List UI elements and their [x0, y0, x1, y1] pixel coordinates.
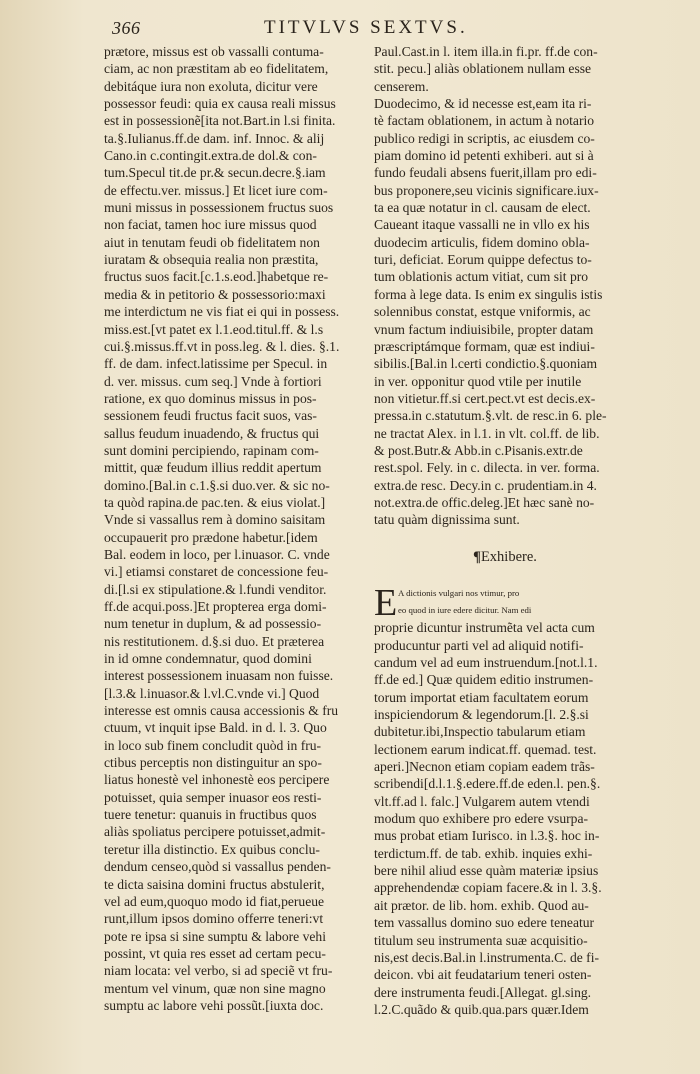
text-line: non faciat, tamen hoc iure missus quod — [104, 217, 317, 233]
text-line: A dictionis vulgari nos vtimur, pro — [398, 587, 520, 598]
text-line: occupauerit pro prædone habetur.[idem — [104, 529, 318, 545]
text-line: mus probat etiam Iurisco. in l.3.§. hoc in- — [374, 828, 600, 844]
text-line: ff.de acqui.poss.]Et propterea erga domi- — [104, 599, 327, 614]
text-line: ait prætor. de lib. hom. exhib. Quod au- — [374, 897, 589, 913]
text-line: domino.[Bal.in c.1.§.si duo.ver. & sic no- — [104, 477, 330, 493]
text-line: scribendi[d.l.1.§.edere.ff.de eden.l. pen.§. — [374, 776, 601, 792]
text-line: l.2.C.quãdo & quib.qua.pars quær.Idem — [374, 1001, 589, 1017]
text-line: interest possessionem inuasam non fuisse. — [104, 668, 334, 684]
text-line: candum vel ad eum instruendum.[not.l.1. — [374, 655, 598, 670]
text-line: fundo feudali absens fuerit,illam pro edi- — [374, 165, 597, 181]
text-line: Vnde si vassallus rem à domino saisitam — [104, 512, 326, 528]
text-line: proprie dicuntur instrumẽta vel acta cum — [374, 620, 595, 636]
text-line: possessor feudi: quia ex causa reali missus — [104, 96, 336, 112]
text-line: nis,est decis.Bal.in l.instrumenta.C. de fi- — [374, 949, 600, 965]
text-line: piam domino id petenti exhiberi. aut si à — [374, 148, 594, 164]
text-line: & post.Butr.& Abb.in c.Pisanis.extr.de — [374, 442, 583, 458]
text-line: ne tractat Alex. in l.1. in vlt. col.ff. de lib. — [374, 425, 600, 441]
text-line: extra.de resc. Decy.in c. prudentiam.in 4. — [374, 477, 597, 493]
text-line: cui.§.missus.ff.vt in poss.leg. & l. dies. §.1. — [104, 338, 340, 354]
text-line: inspiciendorum & legendorum.[l. 2.§.si — [374, 707, 589, 723]
text-line: media & in petitorio & possessorio:maxi — [104, 286, 326, 302]
text-line: tuere tenetur: quanuis in fructibus quos — [104, 807, 317, 823]
text-line: ta.§.Iulianus.ff.de dam. inf. Innoc. & alij — [104, 130, 325, 146]
text-line: tem vassallus domino suo edere teneatur — [374, 915, 595, 931]
text-line: fructus suos facit.[c.1.s.eod.]habetque re- — [104, 269, 329, 285]
text-line: publico redigi in scriptis, ac eiusdem co- — [374, 130, 595, 146]
text-line: bus proponere,seu vicinis significare.iux- — [374, 182, 599, 198]
text-line: debitáque iura non exoluta, dicitur vere — [104, 78, 318, 94]
text-line: teretur illa distinctio. Ex quibus conclu- — [104, 841, 320, 857]
text-line: sallus feudum inuadendo, & fructus qui — [104, 425, 320, 441]
section-heading-text: Exhibere. — [480, 548, 537, 565]
text-line: vnum factum indiuisibile, propter datam — [374, 321, 594, 337]
text-line: pote re ipsa si sine sumptu & labore vehi — [104, 928, 326, 944]
text-line: runt,illum ipsos domino offerre teneri:vt — [104, 911, 324, 927]
text-line: not.extra.de offic.deleg.]Et hæc sanè no- — [374, 494, 595, 510]
text-line: rest.spol. Fely. in c. dilecta. in ver. forma. — [374, 460, 600, 476]
text-line: di.[l.si ex stipulatione.& l.fundi venditor. — [104, 581, 327, 597]
pilcrow-icon: ¶ — [473, 548, 481, 565]
text-line: ta ea quæ notatur in cl. causam de elect. — [374, 200, 591, 216]
text-line: deicon. vbi ait feudatarium teneri osten- — [374, 967, 592, 983]
text-line: in id omne condemnatur, quod domini — [104, 651, 312, 667]
text-line: ff.de ed.] Quæ quidem editio instrumen- — [374, 672, 594, 688]
text-line: ff. de dam. infect.latissime per Specul. in — [104, 356, 328, 372]
text-line: nis restitutionem. d.§.si duo. Et præterea — [104, 633, 325, 649]
text-line: liatus honestè vel inhonestè eos percipere — [104, 772, 330, 788]
text-line: aliàs spoliatus percipere potuisset,admit- — [104, 824, 326, 840]
text-line: bere nihil aliud esse quàm materiæ ipsius — [374, 863, 599, 879]
text-line: Paul.Cast.in l. item illa.in fi.pr. ff.de con- — [374, 44, 598, 59]
text-line: censerem. — [374, 78, 429, 94]
text-line: vlt.ff.ad l. falc.] Vulgarem autem vtendi — [374, 793, 590, 809]
text-line: dubitetur.ibi,Inspectio tabularum etiam — [374, 724, 586, 740]
text-line: me interdictum ne vis fiat ei qui in possess. — [104, 304, 340, 320]
text-line: Duodecimo, & id necesse est,eam ita ri- — [374, 96, 592, 112]
text-line: Cano.in c.contingit.extra.de dol.& con- — [104, 148, 317, 164]
text-line: num tenetur in duplum, & ad possessio- — [104, 616, 322, 632]
text-line: tum.Specul tit.de pr.& secun.decre.§.iam — [104, 165, 326, 181]
text-line: sumptu ac labore vehi possũt.[iuxta doc. — [104, 997, 324, 1013]
text-line: Caueant itaque vassalli ne in vllo ex his — [374, 217, 590, 233]
text-line: vi.] etiamsi constaret de concessione feu- — [104, 564, 329, 580]
section-heading — [374, 529, 636, 585]
right-column-top-text — [374, 43, 636, 529]
text-line: lectionem earum indicat.ff. quemad. test. — [374, 741, 597, 757]
left-text-column — [104, 43, 366, 1014]
text-line: d. ver. missus. cum seq.] Vnde à fortiori — [104, 373, 322, 389]
text-line: modum quo exhibere pro edere vsurpa- — [374, 811, 589, 827]
text-line: iuratam & obsequia realia non præstita, — [104, 252, 319, 268]
text-line: aiut in tenutam feudi ob fidelitatem non — [104, 234, 320, 250]
page-header — [104, 16, 634, 42]
text-line: producuntur parti vel ad aliquid notifi- — [374, 637, 584, 653]
right-text-column — [374, 43, 636, 1018]
right-column-bottom-text — [374, 619, 636, 1018]
text-line: eo quod in iure edere dicitur. Nam edi — [398, 604, 532, 615]
running-title: TITVLVS SEXTVS. — [264, 17, 468, 38]
text-line: pressa.in c.statutum.§.vlt. de resc.in 6. ple- — [374, 408, 607, 424]
text-line: aperi.]Necnon etiam copiam eadem trãs- — [374, 759, 595, 775]
text-line: dere instrumenta feudi.[Allegat. gl.sing. — [374, 984, 592, 1000]
text-line: stit. pecu.] aliàs oblationem nullam esse — [374, 61, 592, 77]
initial-paragraph — [374, 581, 636, 624]
text-line: sibilis.[Bal.in l.certi condictio.§.quoniam — [374, 356, 598, 372]
text-line: possint, vt quia res esset ad certam pecu- — [104, 945, 326, 961]
text-line: titulum seu instrumenta suæ acquisitio- — [374, 932, 588, 948]
text-line: Bal. eodem in loco, per l.inuasor. C. vnde — [104, 546, 330, 562]
text-line: ratione, ex quo dominus missus in pos- — [104, 390, 317, 406]
text-line: in loco sub finem concludit quòd in fru- — [104, 737, 322, 753]
text-line: ciam, ac non præstitam ab eo fidelitatem, — [104, 61, 329, 77]
text-line: niam locata: vel verbo, si ad speciẽ vt fru- — [104, 963, 333, 979]
text-line: vel ad eum,quoquo modo id fiat,perueue — [104, 893, 325, 909]
text-line: interesse est omnis causa accessionis & fru — [104, 703, 339, 719]
text-line: mentum vel vinum, quæ non sine magno — [104, 980, 326, 996]
text-line: solennibus constat, estque vniformis, ac — [374, 304, 591, 320]
text-line: tè factam oblationem, in actum à notario — [374, 113, 595, 129]
text-line: ctibus perceptis non distinguitur an spo- — [104, 755, 322, 771]
text-line: sunt domini percipiendo, rapinam com- — [104, 442, 319, 458]
text-line: ctuum, vt inquit ipse Bald. in d. l. 3. Quo — [104, 720, 327, 736]
text-line: miss.est.[vt patet ex l.1.eod.titul.ff. & l.s — [104, 321, 324, 337]
text-line: te dicta saisina domini fructus abstulerit, — [104, 876, 325, 892]
text-line: turi, deficiat. Eorum quippe defectus to- — [374, 252, 592, 268]
text-line: tatu quàm dignissima sunt. — [374, 512, 520, 528]
text-line: non vitietur.ff.si cert.pect.vt est decis.ex- — [374, 390, 596, 406]
text-line: dendum censeo,quòd si vassallus penden- — [104, 859, 331, 875]
drop-cap-letter: E — [374, 581, 398, 624]
text-line: [l.3.& l.inuasor.& l.vl.C.vnde vi.] Quod — [104, 685, 320, 701]
text-line: tum oblationis actum vitiat, cum sit pro — [374, 269, 589, 285]
text-line: ta quòd rapina.de pac.ten. & eius violat.] — [104, 494, 326, 510]
text-line: præscriptámque formam, quæ est indiui- — [374, 338, 595, 354]
page-number: 366 — [112, 18, 141, 38]
text-line: potuisset, quia semper inuasor eos resti- — [104, 789, 322, 805]
text-line: mittit, quæ feudum illius reddit apertum — [104, 460, 322, 476]
text-line: prætore, missus est ob vassalli contuma- — [104, 44, 324, 59]
text-line: sessionem feudi fructus facit suos, vas- — [104, 408, 317, 424]
text-line: torum importat etiam facultatem eorum — [374, 689, 589, 705]
text-line: est in possessionẽ[ita not.Bart.in l.si finita. — [104, 113, 336, 129]
text-line: forma à lege data. Is enim ex singulis istis — [374, 286, 603, 302]
text-line: in ver. opponitur quod vtile per inutile — [374, 373, 582, 389]
text-line: de effectu.ver. missus.] Et licet iure com- — [104, 182, 328, 198]
text-line: duodecim articulis, fidem domino obla- — [374, 234, 590, 250]
text-line: muni missus in possessionem fructus suos — [104, 200, 334, 216]
text-line: terdictum.ff. de tab. exhib. inquies exhi- — [374, 845, 593, 861]
text-line: apprehendendæ copiam facere.& in l. 3.§. — [374, 880, 602, 896]
